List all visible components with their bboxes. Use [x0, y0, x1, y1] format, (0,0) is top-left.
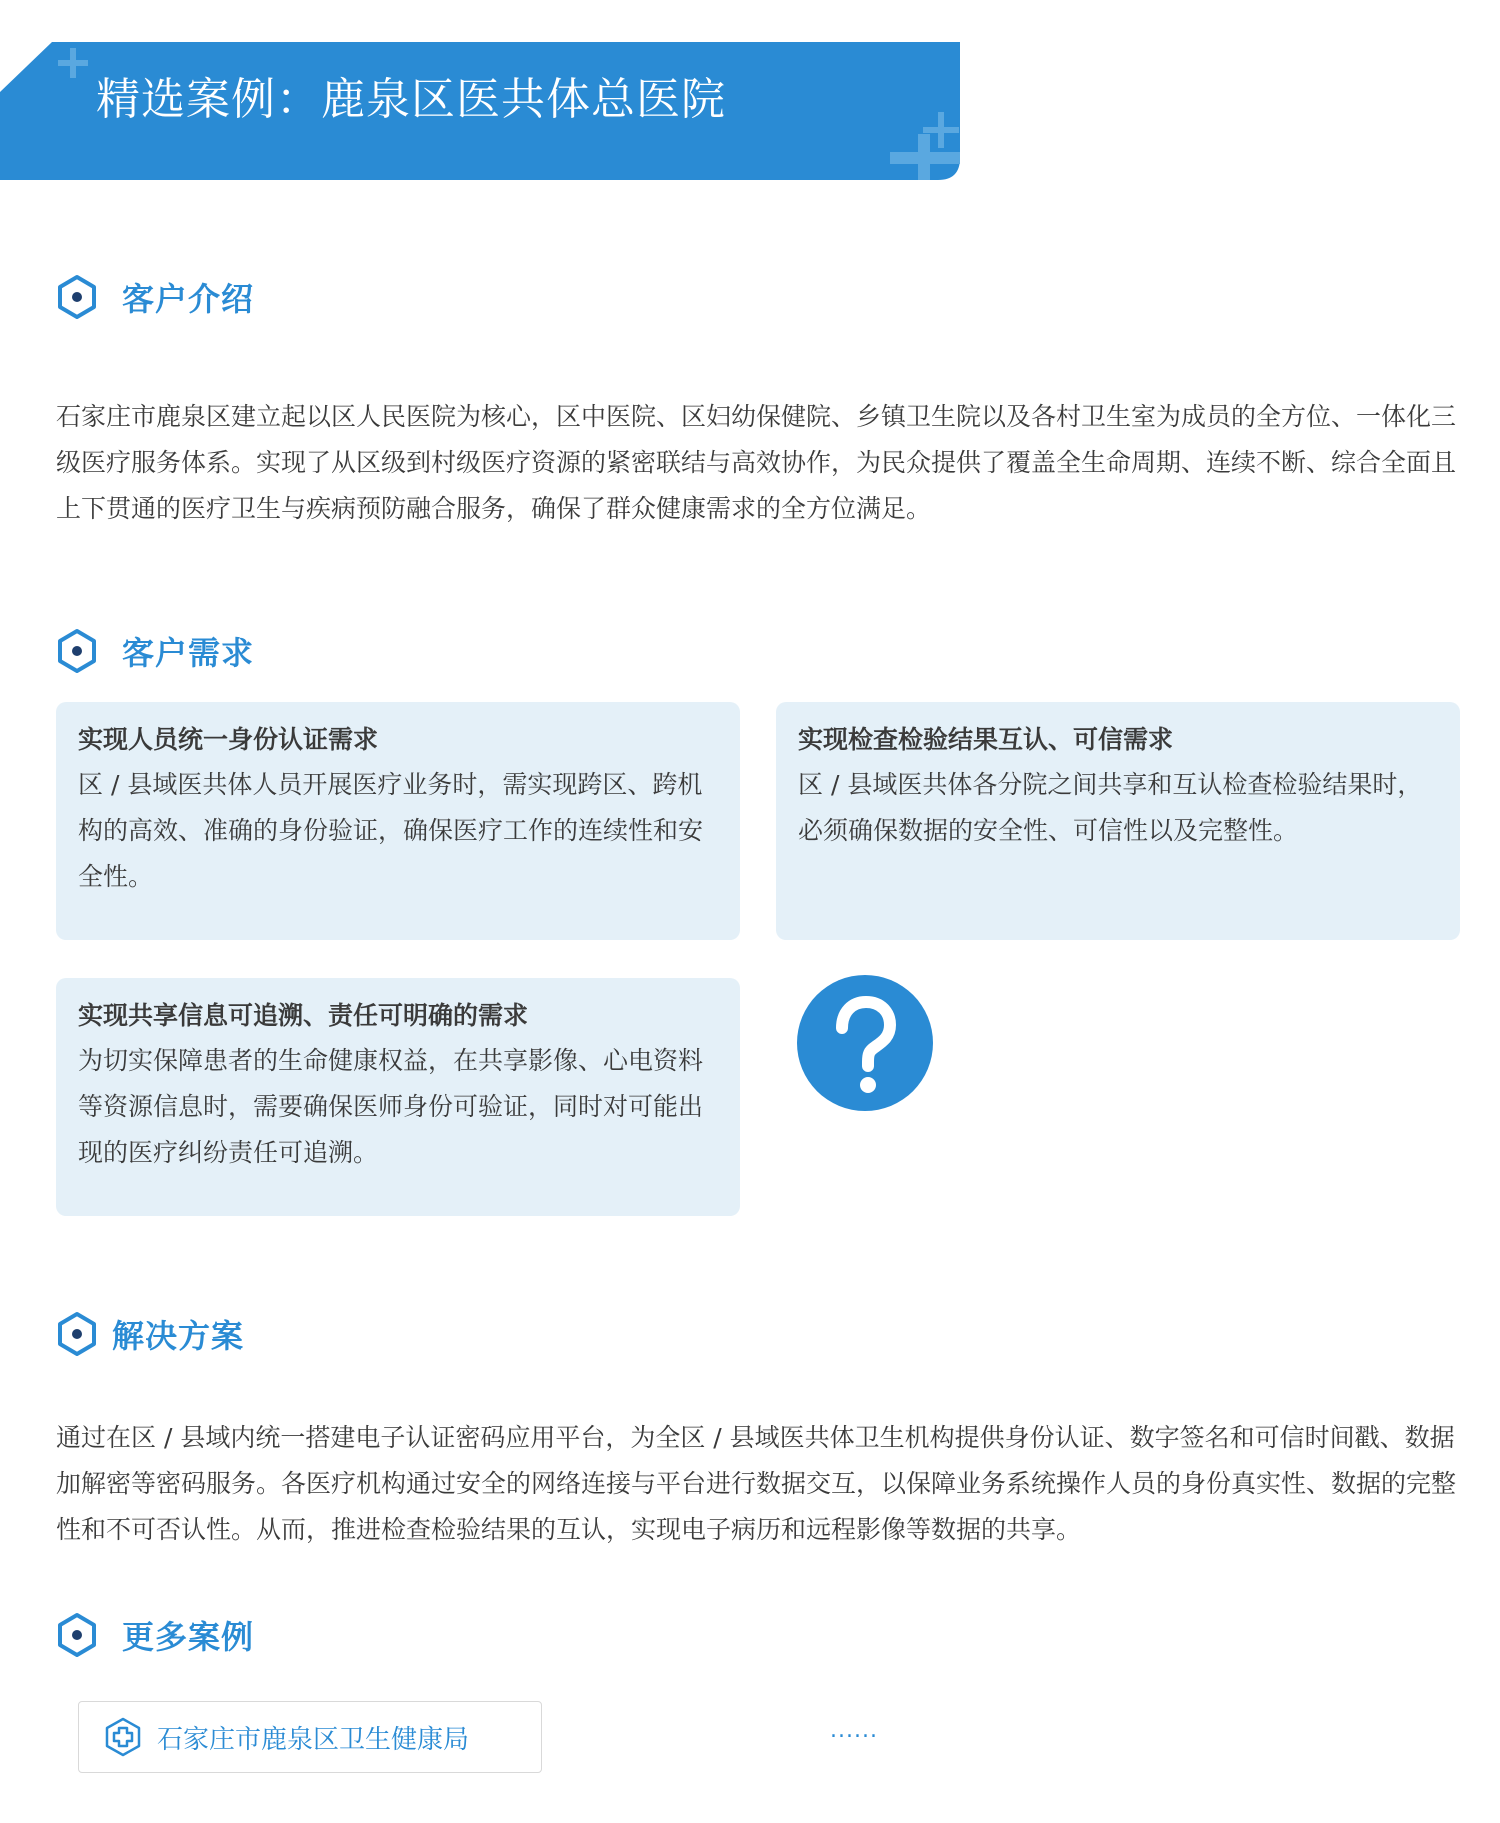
section-heading-needs: [56, 626, 254, 676]
medical-cross-icon: [103, 1717, 143, 1757]
case-link-label: 石家庄市鹿泉区卫生健康局: [157, 1724, 470, 1755]
need-card: [56, 702, 740, 940]
section-heading-more: [56, 1610, 254, 1660]
need-card-body: 为切实保障患者的生命健康权益，在共享影像、心电资料等资源信息时，需要确保医师身份可验证，同时对可能出现的医疗纠纷责任可追溯。: [78, 1046, 704, 1167]
solution-paragraph: 通过在区 / 县域内统一搭建电子认证密码应用平台，为全区 / 县域医共体卫生机构提供身份认证、数字签名和可信时间戳、数据加解密等密码服务。各医疗机构通过安全的网络连接与平台进行数据交互，以保障业务系统操作人员的身份真实性、数据的完整性和不可否认性。从而，推进检查检验结果的互认，实现电子病历和远程影像等数据的共享。: [56, 1423, 1457, 1544]
need-card-title: 实现人员统一身份认证需求: [78, 725, 379, 754]
intro-paragraph: 石家庄市鹿泉区建立起以区人民医院为核心，区中医院、区妇幼保健院、乡镇卫生院以及各村卫生室为成员的全方位、一体化三级医疗服务体系。实现了从区级到村级医疗资源的紧密联结与高效协作，为民众提供了覆盖全生命周期、连续不断、综合全面且上下贯通的医疗卫生与疾病预防融合服务，确保了群众健康需求的全方位满足。: [56, 402, 1457, 523]
need-card: [56, 978, 740, 1216]
section-heading-solution: [56, 1309, 244, 1359]
section-title-solution: 解决方案: [112, 1317, 245, 1355]
need-card-body: 区 / 县域医共体各分院之间共享和互认检查检验结果时，必须确保数据的安全性、可信性以及完整性。: [798, 770, 1423, 845]
section-title-needs: 客户需求: [122, 634, 255, 672]
question-circle-icon: [796, 974, 934, 1112]
section-title-intro: 客户介绍: [122, 280, 255, 318]
need-card-body: 区 / 县域医共体人员开展医疗业务时，需实现跨区、跨机构的高效、准确的身份验证，确保医疗工作的连续性和安全性。: [78, 770, 704, 891]
hexagon-dot-icon: [56, 1311, 98, 1357]
hexagon-dot-icon: [56, 274, 98, 320]
page-title: 精选案例：鹿泉区医共体总医院: [96, 74, 726, 125]
need-card-title: 实现检查检验结果互认、可信需求: [798, 725, 1174, 754]
hexagon-dot-icon: [56, 628, 98, 674]
hexagon-dot-icon: [56, 1612, 98, 1658]
need-card: [776, 702, 1460, 940]
section-heading-intro: [56, 272, 254, 322]
case-link-luquan-health-bureau[interactable]: [78, 1701, 542, 1773]
section-title-more: 更多案例: [122, 1618, 255, 1656]
page-banner: [0, 42, 960, 180]
need-card-title: 实现共享信息可追溯、责任可明确的需求: [78, 1001, 529, 1030]
more-cases-ellipsis[interactable]: ......: [830, 1718, 878, 1743]
